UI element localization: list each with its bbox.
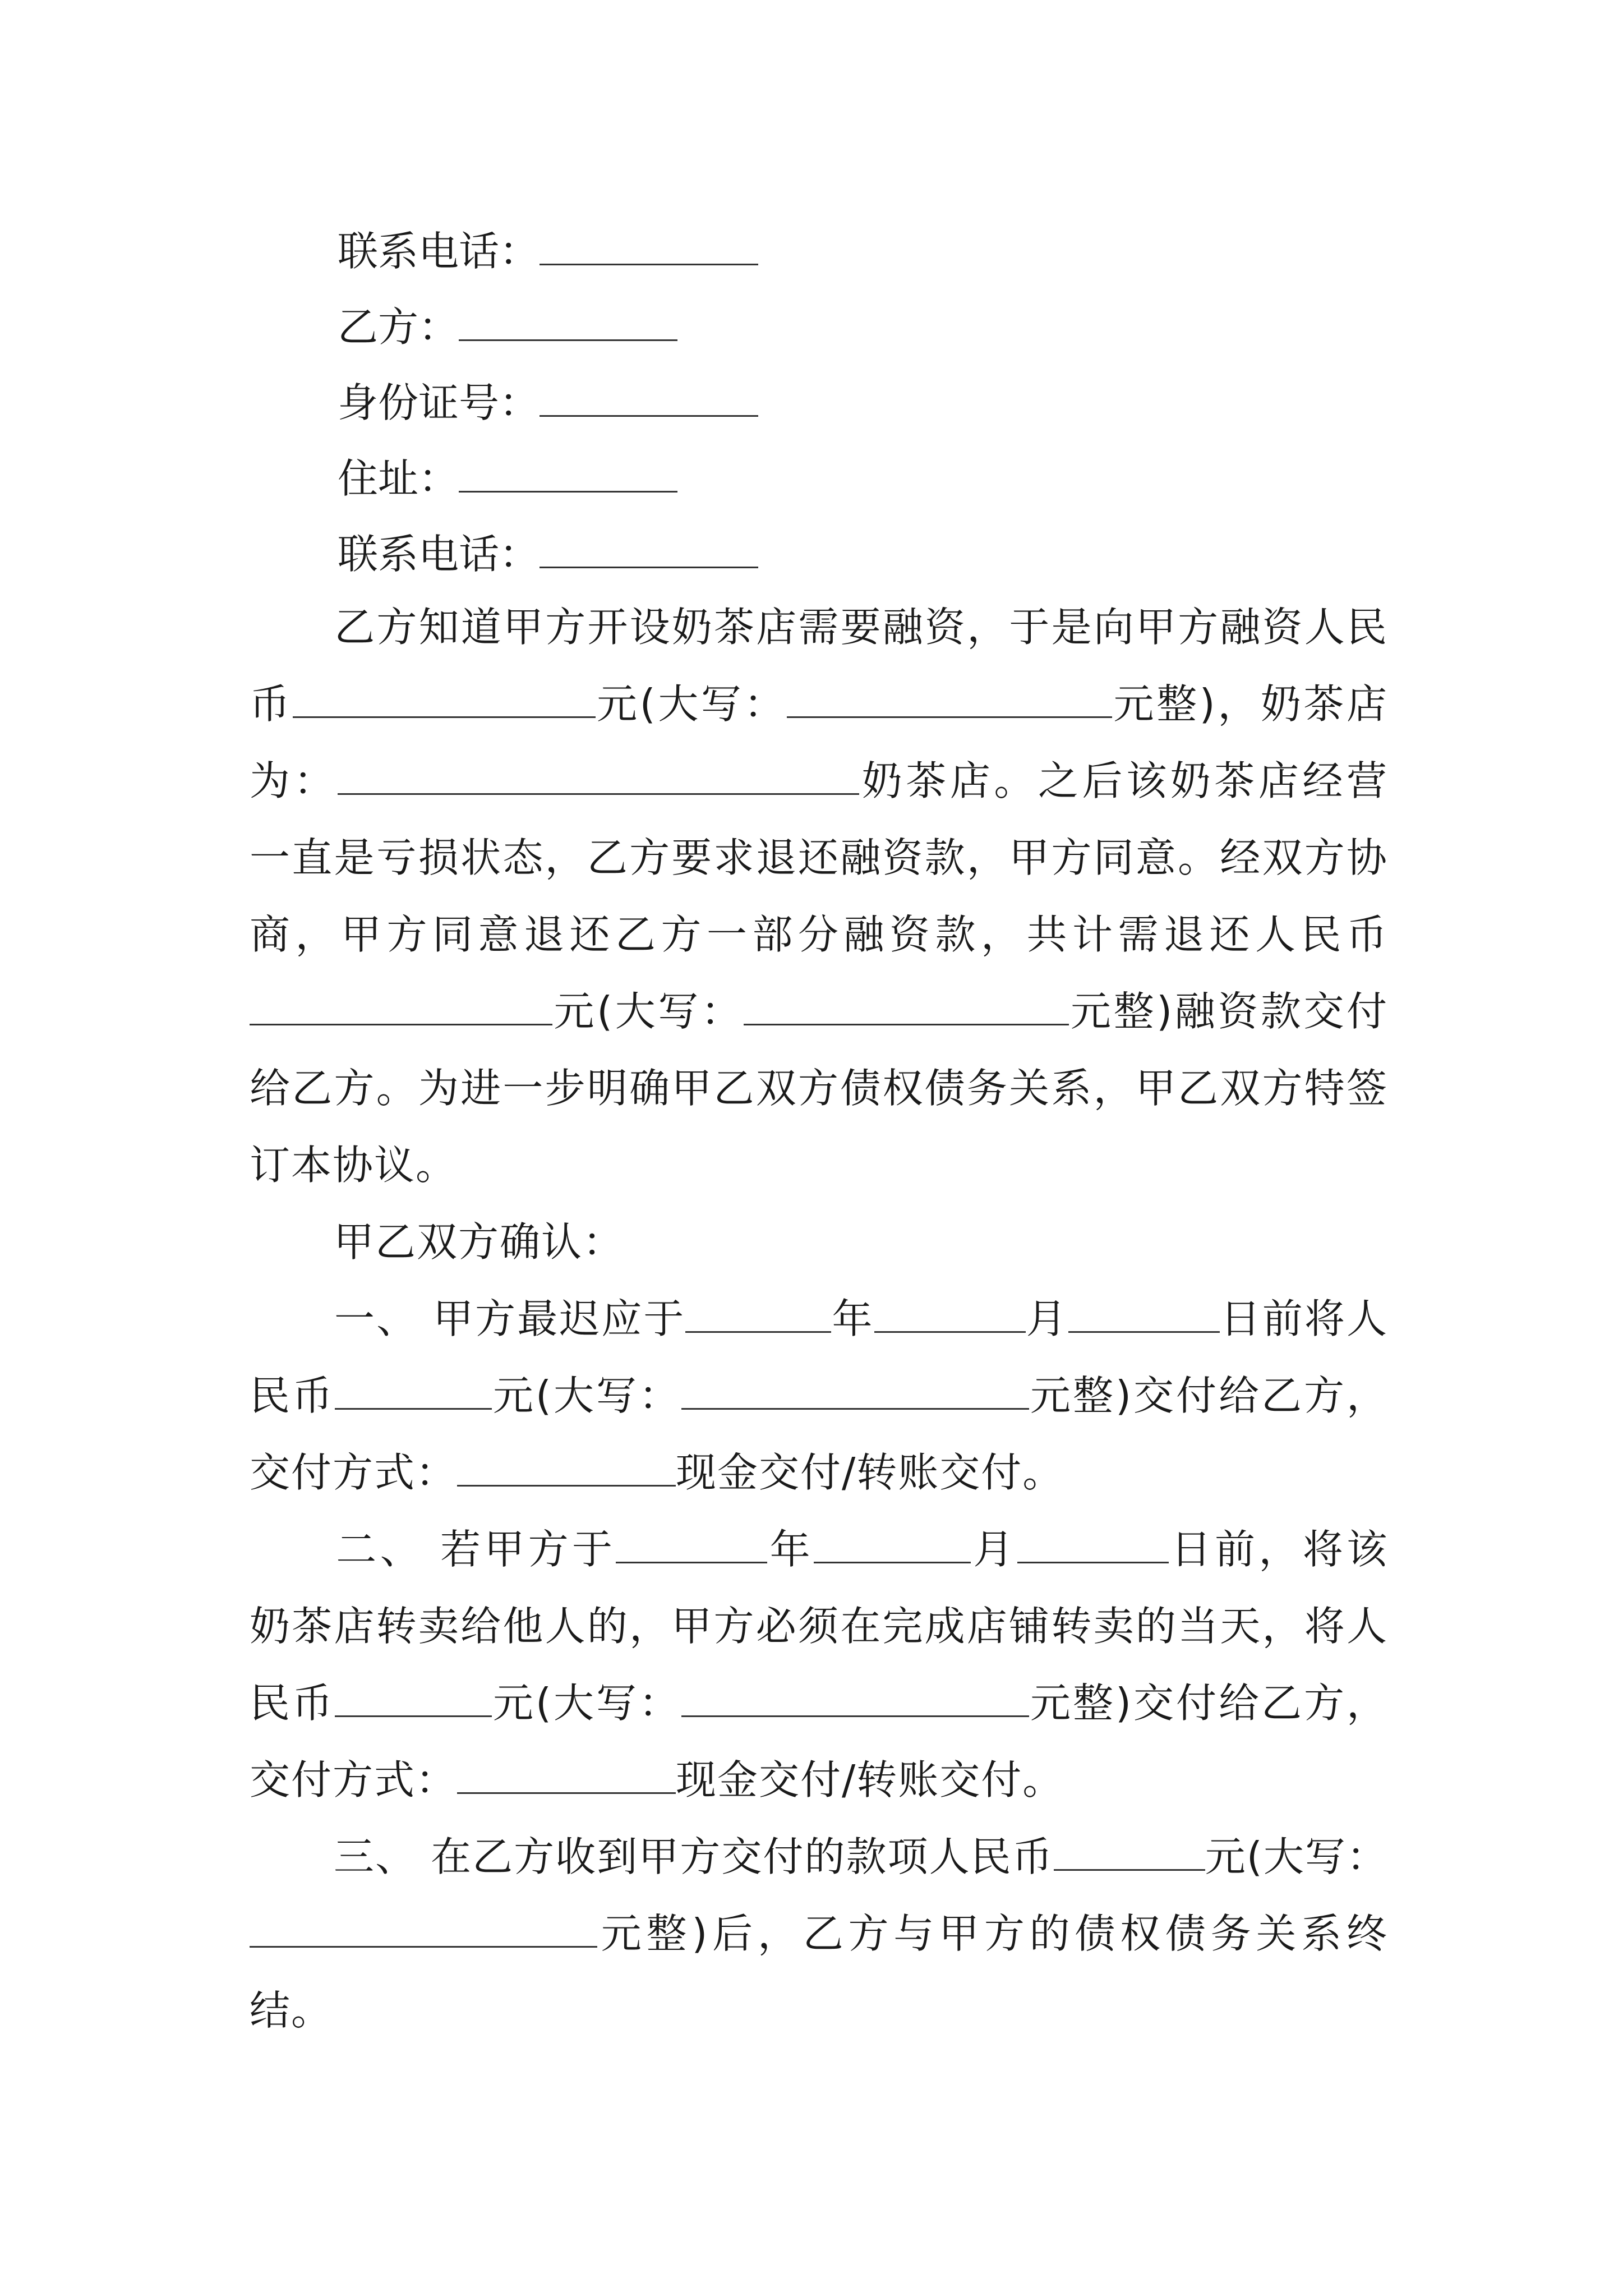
amount-words-blank [250,1912,597,1948]
amount-blank [1054,1835,1205,1871]
amount-words-blank [787,683,1112,718]
clause-text: 二、 若甲方于 [334,1526,616,1573]
shop-name-blank [338,760,859,795]
clause-text: 年 [831,1295,874,1342]
clause-3 [250,1819,1388,2049]
day-blank [1068,1297,1220,1333]
year-blank [685,1297,831,1333]
intro-text: 奶茶店。之后该奶茶店经营一直是亏损状态，乙方要求退还融资款，甲方同意。经双方协商，甲方同意退还乙方一部分融资款，共计需退还人民币 [250,757,1388,958]
clause-text: 日前将人民币 [250,1295,1388,1419]
intro-text: 元(大写： [595,680,787,728]
payment-method-blank [457,1451,676,1487]
refund-amount-blank [250,990,552,1025]
field-label: 身份证号： [338,379,540,426]
confirm-heading [250,1204,1388,1281]
clause-text: 元(大写： [491,1372,682,1419]
amount-words-blank [681,1682,1029,1717]
field-label: 联系电话： [338,228,540,275]
confirm-heading-text: 甲乙双方确认： [334,1218,625,1266]
payment-method-blank [457,1759,676,1794]
field-id-number [338,376,758,430]
field-label: 乙方： [338,303,459,351]
day-blank [1017,1528,1169,1563]
clause-text: 现金交付/转账交付。 [676,1449,1064,1496]
clause-text: 现金交付/转账交付。 [676,1756,1064,1803]
clause-text: 月 [1025,1295,1068,1342]
year-blank [616,1528,767,1563]
intro-text: 元整)，奶茶店为： [250,680,1388,804]
intro-text: 乙方知道甲方开设奶茶店需要融资，于是向甲方融资人民币 [250,604,1388,728]
amount-blank [335,1682,492,1717]
clause-text: 元整)后，乙方与甲方的债权债务关系终结。 [250,1910,1388,2034]
refund-words-blank [744,990,1069,1025]
clause-text: 元整)交付给乙方，交付方式： [250,1372,1388,1496]
clause-text: 元(大写： [491,1680,682,1727]
intro-paragraph [250,589,1388,1204]
clause-2 [250,1511,1388,1819]
blank-line [540,377,758,417]
amount-blank [293,683,596,718]
field-party-b [338,300,677,354]
month-blank [814,1528,971,1563]
clause-1 [250,1281,1388,1511]
blank-line [459,453,677,493]
blank-line [540,528,758,568]
clause-text: 元(大写： [1205,1833,1389,1880]
intro-text: 元整)融资款交付给乙方。为进一步明确甲乙双方债权债务关系，甲乙双方特签订本协议。 [250,988,1389,1189]
field-label: 住址： [338,455,459,502]
blank-line [540,226,758,265]
clause-text: 三、 在乙方收到甲方交付的款项人民币 [334,1833,1054,1880]
clause-text: 元整)交付给乙方，交付方式： [250,1680,1388,1803]
amount-words-blank [681,1374,1029,1410]
field-contact-phone-a [338,224,758,278]
clause-text: 月 [970,1526,1017,1573]
clause-text: 日前，将该奶茶店转卖给他人的，甲方必须在完成店铺转卖的当天，将人民币 [250,1526,1388,1727]
field-contact-phone-b [338,527,758,581]
field-address [338,452,677,505]
month-blank [874,1297,1026,1333]
blank-line [459,301,677,341]
clause-text: 一、 甲方最迟应于 [334,1295,686,1342]
field-label: 联系电话： [338,531,540,578]
clause-text: 年 [767,1526,814,1573]
intro-text: 元(大写： [552,988,744,1035]
amount-blank [335,1374,492,1410]
